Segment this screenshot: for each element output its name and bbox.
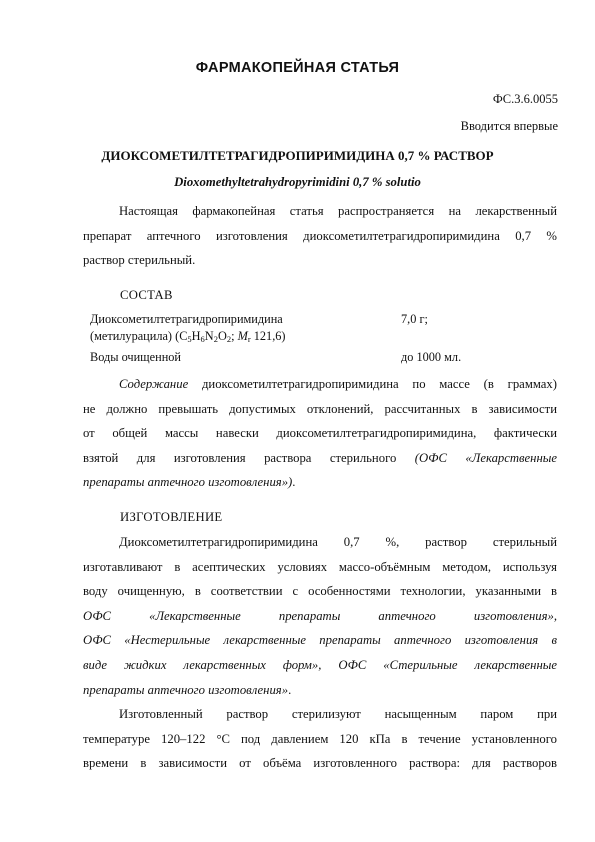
- ingredient-name: Воды очищенной: [90, 350, 182, 364]
- ingredient-name: Диоксометилтетрагидропиримидина: [90, 312, 283, 326]
- manufacture-line: ОФС «Лекарственные препараты аптечного изготовления»,: [83, 608, 557, 623]
- manufacture-heading: ИЗГОТОВЛЕНИЕ: [120, 510, 223, 524]
- intro-line: раствор стерильный.: [83, 253, 196, 268]
- intro-line: препарат аптечного изготовления диоксометилтетрагидропиримидина 0,7 %: [83, 228, 557, 243]
- ingredient-amount: 7,0 г;: [401, 312, 428, 326]
- manufacture-line: Изготовленный раствор стерилизуют насыщенным паром при: [119, 707, 557, 722]
- manufacture-line: виде жидких лекарственных форм», ОФС «Стерильные лекарственные: [83, 657, 557, 672]
- content-line: взятой для изготовления раствора стерильного (ОФС «Лекарственные: [83, 450, 557, 465]
- manufacture-paragraph: [83, 530, 557, 776]
- monograph-code: ФС.3.6.0055: [492, 92, 558, 106]
- content-line: препараты аптечного изготовления»).: [83, 475, 296, 490]
- monograph-name-latin: Dioxomethyltetrahydropyrimidini 0,7 % solutio: [174, 175, 421, 189]
- manufacture-line: ОФС «Нестерильные лекарственные препараты аптечного изготовления в: [83, 633, 557, 648]
- ingredient-amount: до 1000 мл.: [401, 350, 462, 364]
- content-line: от общей массы навески диоксометилтетрагидропиримидина, фактически: [83, 426, 557, 441]
- status-note: Вводится впервые: [460, 119, 558, 133]
- manufacture-line: температуре 120–122 °C под давлением 120 кПа в течение установленного: [83, 731, 557, 746]
- manufacture-line: Диоксометилтетрагидропиримидина 0,7 %, раствор стерильный: [119, 535, 557, 549]
- intro-line: Настоящая фармакопейная статья распространяется на лекарственный: [119, 204, 557, 218]
- manufacture-line: изготавливают в асептических условиях массо-объёмным методом, используя: [83, 559, 557, 574]
- intro-paragraph: [83, 199, 557, 273]
- ingredient-formula: (метилурацила) ($C_5H_6N_2O_2$; $M_r$ 121,6): [90, 329, 286, 344]
- manufacture-line: воду очищенную, в соответствии с особенностями технологии, указанными в: [83, 584, 557, 599]
- page-title: ФАРМАКОПЕЙНАЯ СТАТЬЯ: [195, 60, 400, 76]
- composition-heading: СОСТАВ: [120, 288, 173, 302]
- content-line: Содержание диоксометилтетрагидропиримидина по массе (в граммах): [119, 377, 557, 391]
- content-line: не должно превышать допустимых отклонений, рассчитанных в зависимости: [83, 401, 557, 416]
- content-paragraph: [83, 372, 557, 495]
- manufacture-line: времени в зависимости от объёма изготовленного раствора: для растворов: [83, 756, 557, 771]
- manufacture-line: препараты аптечного изготовления».: [83, 682, 292, 697]
- monograph-name-ru: ДИОКСОМЕТИЛТЕТРАГИДРОПИРИМИДИНА 0,7 % РАСТВОР: [101, 148, 494, 163]
